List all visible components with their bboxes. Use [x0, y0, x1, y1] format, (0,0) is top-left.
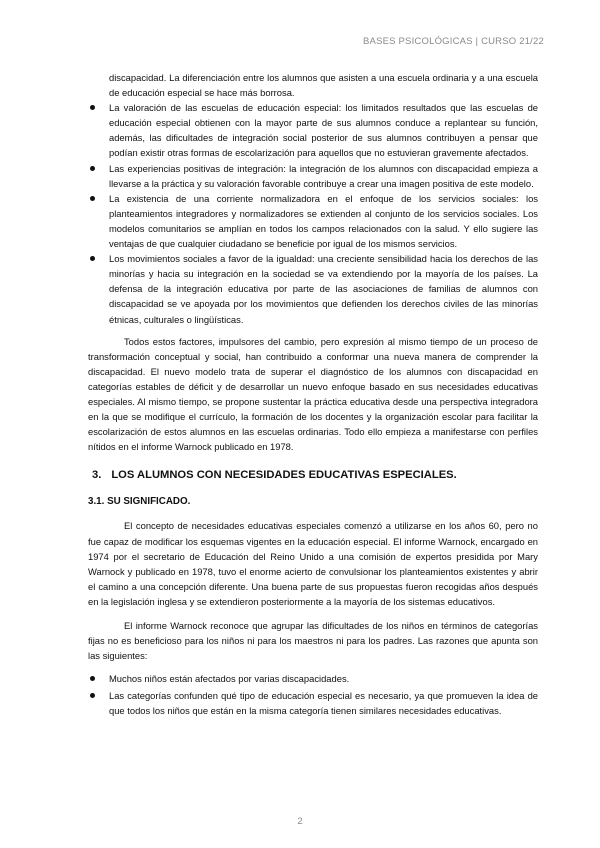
- bullet-icon: [90, 693, 95, 698]
- reasons-bullet-list: [88, 671, 538, 718]
- paragraph-warnock: El informe Warnock reconoce que agrupar las dificultades de los niños en términos de categorías fijas no es beneficioso para los niños ni para los maestros ni para los padres. Las razones que apunta son las siguientes:: [88, 620, 538, 662]
- list-item-text: Las experiencias positivas de integración: la integración de los alumnos con discapacidad empieza a llevarse a la práctica y su valoración favorable contribuye a crear una imagen positiva de este modelo.: [109, 162, 538, 189]
- list-item: [88, 688, 538, 718]
- section-heading: [92, 467, 538, 483]
- list-item-text: Los movimientos sociales a favor de la igualdad: una creciente sensibilidad hacia los derechos de las minorías y hacia su integración en la sociedad se va extendiendo por la mayoría de los países. La defensa de la integración educativa por parte de las asociaciones de familias de alumnos con discapacidad se ve apoyada por los movimientos que defienden los derechos civiles de las minorías étnicas, culturales o lingüísticas.: [109, 253, 538, 325]
- bullet-icon: [90, 196, 95, 201]
- subsection-heading: 3.1. SU SIGNIFICADO.: [88, 496, 191, 508]
- section-number: 3.: [92, 469, 102, 482]
- bullet-icon: [90, 676, 95, 681]
- list-item-text: La valoración de las escuelas de educación especial: los limitados resultados que las escuelas de educación especial obtienen con la mayor parte de sus alumnos conduce a replantear su función, además, las dificultades de integración social posterior de sus alumnos contribuyen a pensar que podían existir otras formas de escolarización para aquellos que no estuvieran gravemente afectados.: [109, 102, 538, 159]
- page-number: 2: [297, 816, 303, 827]
- section-title: LOS ALUMNOS CON NECESIDADES EDUCATIVAS ESPECIALES.: [111, 469, 457, 482]
- list-item: [88, 251, 538, 326]
- list-item: [88, 100, 538, 160]
- list-item-text: La existencia de una corriente normalizadora en el enfoque de los servicios sociales: los planteamientos integradores y normalizadores se extienden al conjunto de los servicios sociales. Los modelos comunitarios se amplían en todos los campos relacionados con la salud. Y ello sugiere las ventajas de que cualquier ciudadano se beneficie por igual de los mismos servicios.: [109, 192, 538, 250]
- paragraph-concept: El concepto de necesidades educativas especiales comenzó a utilizarse en los años 60, pero no fue capaz de modificar los esquemas vigentes en la educación especial. El informe Warnock, encargado en 1974 por el secretario de Educación del Reino Unido a una comisión de expertos presidida por Mary Warnock y publicado en 1978, tuvo el enorme acierto de convulsionar los planteamientos existentes y abrir el camino a una concepción diferente. Una buena parte de sus propuestas fueron recogidas años después en la legislación inglesa y se extendieron posteriormente a la mayoría de los sistemas educativos.: [88, 520, 538, 607]
- list-item-text: Las categorías confunden qué tipo de educación especial es necesario, ya que promueven la idea de que todos los niños que están en la misma categoría tienen similares necesidades educativas.: [109, 690, 538, 717]
- list-item: [88, 671, 538, 686]
- page-content: [88, 70, 538, 721]
- factors-bullet-list: [88, 100, 538, 326]
- bullet-icon: [90, 105, 95, 110]
- bullet-icon: [90, 166, 95, 171]
- bullet-icon: [90, 256, 95, 261]
- running-header: BASES PSICOLÓGICAS | CURSO 21/22: [363, 36, 544, 47]
- list-item-text: Muchos niños están afectados por varias discapacidades.: [109, 673, 350, 685]
- list-item: [88, 191, 538, 251]
- continued-bullet-text: discapacidad. La diferenciación entre los alumnos que asisten a una escuela ordinaria y a una escuela de educación especial se hace más borrosa.: [109, 72, 538, 99]
- list-item: [88, 161, 538, 191]
- paragraph-factors: Todos estos factores, impulsores del cambio, pero expresión al mismo tiempo de un proceso de transformación conceptual y social, han contribuido a conformar una nueva manera de comprender la discapacidad. El nuevo modelo trata de superar el diagnóstico de los alumnos con discapacidad en categorías estables de déficit y de desarrollar un nuevo enfoque basado en sus necesidades educativas especiales. Al mismo tiempo, se propone sustentar la práctica educativa desde una perspectiva integradora en la que se modifique el currículo, la formación de los docentes y la organización escolar para facilitar la escolarización de estos alumnos en las escuelas ordinarias. Todo ello empieza a manifestarse con perfiles nítidos en el informe Warnock publicado en 1978.: [88, 335, 538, 453]
